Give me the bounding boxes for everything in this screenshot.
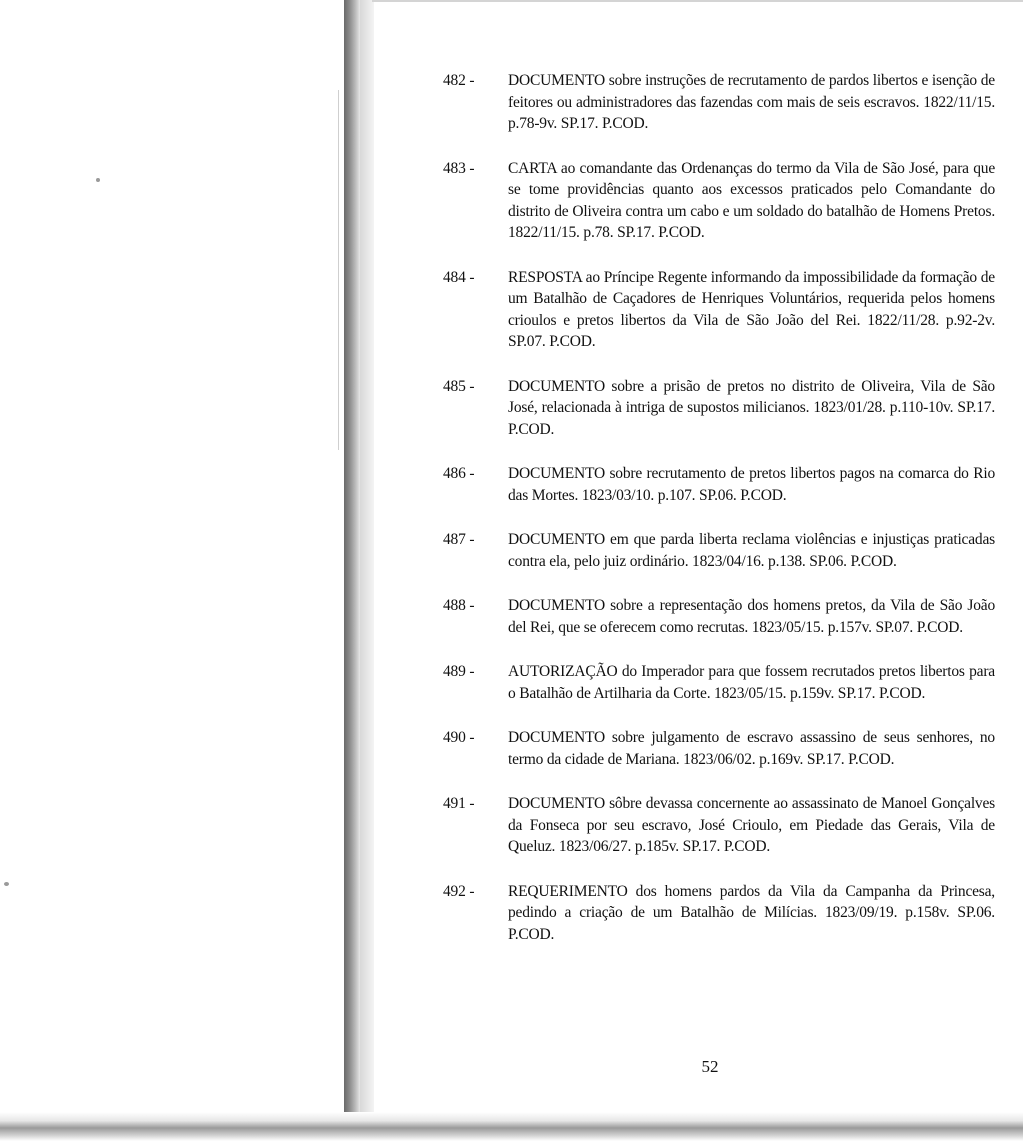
page-number: 52 (701, 1057, 719, 1076)
entry-text: sobre recrutamento de pretos libertos pagos na comarca do Rio das Mortes. 1823/03/10. p.107. SP.06. P.COD. (508, 465, 995, 504)
entry-keyword: CARTA (508, 159, 557, 177)
entry-number: 486 - (443, 465, 475, 482)
catalog-entry (443, 529, 995, 572)
entry-text: do Imperador para que fossem recrutados pretos libertos para o Batalhão de Artilharia da Corte. 1823/05/15. p.159v. SP.17. P.COD. (508, 663, 995, 702)
entry-text: sobre instruções de recrutamento de pardos libertos e isenção de feitores ou administradores das fazendas com mais de seis escravos. 1822/11/15. p.78-9v. SP.17. P.COD. (508, 72, 995, 132)
catalog-entry (443, 661, 995, 704)
entry-number: 485 - (443, 377, 475, 395)
entry-number: 484 - (443, 268, 475, 286)
entry-text: ao comandante das Ordenanças do termo da Vila de São José, para que se tome providências quanto aos excessos praticados pelo Comandante do distrito de Oliveira contra um cabo e um soldado do batalhão de Homens Pretos. 1822/11/15. p.78. SP.17. P.COD. (508, 159, 996, 241)
entry-number: 492 - (443, 882, 475, 900)
entry-number: 483 - (443, 159, 475, 177)
entry-text: sôbre devassa concernente ao assassinato de Manoel Gonçalves da Fonseca por seu escravo, José Crioulo, em Piedade das Gerais, Vila de Queluz. 1823/06/27. p.185v. SP.17. P.COD. (508, 795, 995, 855)
entry-text: ao Príncipe Regente informando da impossibilidade da formação de um Batalhão de Caçadores de Henriques Voluntários, requerida pelos homens crioulos e pretos libertos da Vila de São João del Rei. 1822/11/28. p.92-2v. SP.07. P.COD. (508, 268, 995, 350)
entry-keyword: DOCUMENTO (508, 531, 605, 548)
entry-number: 491 - (443, 795, 475, 812)
scan-artifact-line (338, 90, 339, 450)
entry-keyword: DOCUMENTO (508, 377, 605, 395)
catalog-entry (443, 70, 995, 135)
entry-keyword: RESPOSTA (508, 268, 582, 286)
page-top-edge (372, 0, 1023, 2)
entry-number: 487 - (443, 531, 475, 548)
entry-number: 482 - (443, 72, 475, 89)
entry-number: 489 - (443, 663, 475, 680)
catalog-entry (443, 727, 995, 770)
catalog-entry (443, 463, 995, 506)
entry-keyword: AUTORIZAÇÃO (508, 663, 618, 680)
page-bottom-edge (0, 1112, 1023, 1141)
entry-text: sobre a prisão de pretos no distrito de Oliveira, Vila de São José, relacionada à intriga de supostos milicianos. 1823/01/28. p.110-10v. SP.17. P.COD. (508, 377, 995, 438)
entry-keyword: DOCUMENTO (508, 72, 605, 89)
entry-text: em que parda liberta reclama violências e injustiças praticadas contra ela, pelo juiz ordinário. 1823/04/16. p.138. SP.06. P.COD. (508, 531, 995, 570)
catalog-entry (443, 376, 995, 441)
entry-number: 490 - (443, 729, 475, 746)
entry-keyword: DOCUMENTO (508, 597, 605, 614)
catalog-entry (443, 158, 995, 244)
catalog-entry (443, 793, 995, 858)
entry-keyword: DOCUMENTO (508, 465, 605, 482)
entry-keyword: REQUERIMENTO (508, 882, 628, 900)
entry-text: dos homens pardos da Vila da Campanha da Princesa, pedindo a criação de um Batalhão de Milícias. 1823/09/19. p.158v. SP.06. P.COD. (508, 882, 995, 943)
document-entry-list (443, 70, 995, 968)
scan-speck (96, 178, 100, 182)
catalog-entry (443, 595, 995, 638)
entry-number: 488 - (443, 597, 475, 614)
entry-text: sobre a representação dos homens pretos, da Vila de São João del Rei, que se oferecem como recrutas. 1823/05/15. p.157v. SP.07. P.COD. (508, 597, 995, 636)
catalog-entry (443, 881, 995, 946)
scan-speck (4, 882, 9, 886)
entry-text: sobre julgamento de escravo assassino de seus senhores, no termo da cidade de Mariana. 1823/06/02. p.169v. SP.17. P.COD. (508, 729, 995, 768)
book-gutter-highlight (360, 0, 374, 1112)
entry-keyword: DOCUMENTO (508, 729, 605, 746)
entry-keyword: DOCUMENTO (508, 795, 605, 812)
catalog-entry (443, 267, 995, 353)
book-gutter-shadow (344, 0, 360, 1112)
